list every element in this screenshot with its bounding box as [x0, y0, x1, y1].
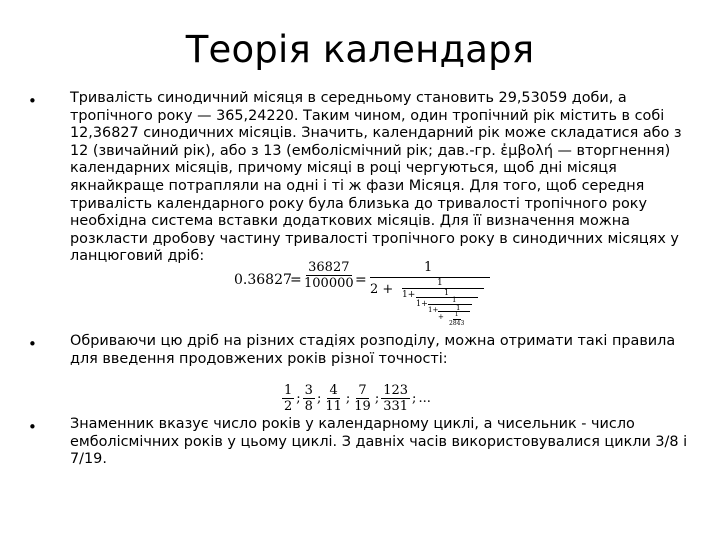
- convergent-2: [303, 384, 315, 413]
- fraction-numerator: 36827: [308, 260, 350, 275]
- ellipsis: ...: [418, 391, 431, 406]
- cf-one-plus-b: 1+: [416, 299, 428, 308]
- convergent-denominator: 2: [284, 399, 293, 414]
- bullet-marker: •: [28, 418, 37, 436]
- convergent-denominator: 19: [354, 399, 371, 414]
- cf-one-plus-a: 1+: [402, 290, 416, 300]
- cf-one-c: 1: [452, 296, 457, 304]
- separator: ;: [412, 391, 417, 406]
- convergent-numerator: 123: [383, 383, 409, 398]
- convergent-numerator: 4: [329, 383, 338, 398]
- convergent-numerator: 1: [284, 383, 293, 398]
- convergent-denominator: 8: [304, 399, 313, 414]
- separator: ;: [316, 391, 322, 406]
- formula-equals: =: [290, 272, 302, 288]
- continued-fraction-formula: [232, 258, 492, 328]
- formula-lhs: 0.36827: [234, 272, 292, 288]
- slide-title: Теорія календаря: [185, 28, 535, 71]
- paragraph-truncation-rules: Обриваючи цю дріб на різних стадіях розподілу, можна отримати такі правила для введення продовжених років різної точності:: [70, 333, 676, 367]
- formula-main-fraction: [302, 261, 356, 290]
- cf-one-d: 1: [456, 304, 461, 312]
- bullet-marker: •: [28, 92, 37, 110]
- cf-last-numerator: 1: [454, 310, 459, 318]
- convergent-1: [282, 384, 294, 413]
- paragraph-continued-fraction: Тривалість синодичний місяця в середньому становить 29,53059 доби, а тропічного року — 365,24220. Таким чином, один тропічний рік містить в собі 12,36827 синодичних місяців. Значить, календарний рік може складатися або з 12 (звичайний рік), або з 13 (емболісмічний рік; дав.-гр. ἐμβολή — вторгнення) календарних місяців, причому місяці в році чергуються, щоб дні місяця якнайкраще потрапляли на одні і ті ж фази Місяця. Для того, щоб середня тривалість календарного року була близька до тривалості тропічного року необхідна система вставки додаткових місяців. Для її визначення можна розкласти дробову частину тривалості тропічного року в синодичних місяцях у ланцюговий дріб:: [70, 90, 682, 265]
- cf-top-one: 1: [424, 260, 433, 275]
- formula-equals-2: =: [355, 272, 367, 288]
- cf-bar-a: [402, 288, 484, 289]
- cf-main-bar: [370, 277, 490, 278]
- convergent-4: [352, 384, 373, 413]
- bullet-marker: •: [28, 335, 37, 353]
- separator: ;: [345, 391, 351, 406]
- cf-last-denominator: 2843: [449, 319, 465, 327]
- cf-plus: +: [438, 313, 444, 321]
- cf-last-fraction: [447, 311, 466, 327]
- paragraph-cycles: Знаменник вказує число років у календарному циклі, а чисельник - число емболісмічних років у цьому циклі. З давніх часів використовувалися цикли 3/8 і 7/19.: [70, 416, 688, 468]
- cf-one-b: 1: [444, 288, 450, 297]
- separator: ;: [374, 391, 380, 406]
- convergents-formula: [282, 384, 431, 413]
- convergent-3: [323, 384, 344, 413]
- cf-two-plus: 2 +: [370, 282, 394, 297]
- separator: ;: [296, 391, 301, 406]
- convergent-5: [381, 384, 410, 413]
- cf-one-plus-c: 1+: [428, 306, 439, 314]
- convergent-denominator: 331: [383, 399, 409, 414]
- cf-bar-b: [416, 297, 478, 298]
- convergent-numerator: 3: [304, 383, 313, 398]
- convergent-denominator: 11: [325, 399, 342, 414]
- cf-one-a: 1: [437, 278, 443, 288]
- cf-bar-c: [428, 304, 472, 305]
- convergent-numerator: 7: [358, 383, 367, 398]
- fraction-denominator: 100000: [304, 276, 354, 291]
